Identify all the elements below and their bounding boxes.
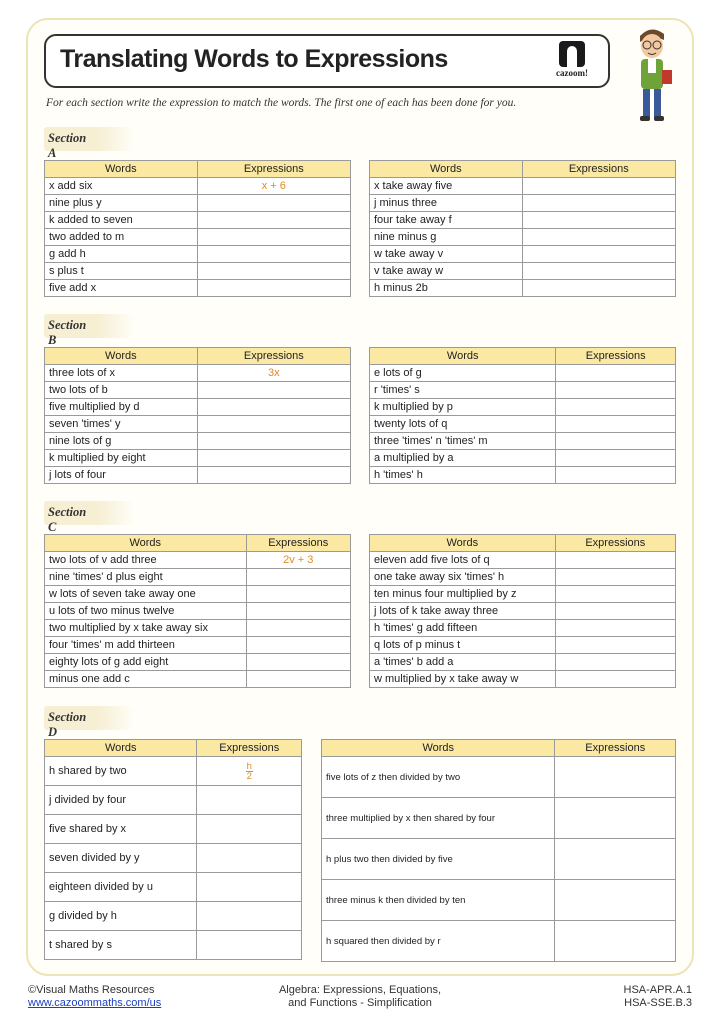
- expression-cell[interactable]: x + 6: [197, 178, 350, 195]
- copyright-text: ©Visual Maths Resources: [28, 984, 155, 996]
- words-cell: s plus t: [45, 263, 198, 280]
- table-row: [370, 365, 676, 382]
- expressions-header: Expressions: [197, 740, 302, 757]
- words-cell: u lots of two minus twelve: [45, 603, 247, 620]
- expression-cell[interactable]: [197, 433, 350, 450]
- table-row: [45, 569, 351, 586]
- table-row: [45, 280, 351, 297]
- words-cell: w take away v: [370, 246, 523, 263]
- table-row: [45, 757, 302, 786]
- words-cell: h squared then divided by r: [322, 921, 555, 962]
- table-row: [45, 195, 351, 212]
- words-cell: two multiplied by x take away six: [45, 620, 247, 637]
- words-cell: k multiplied by p: [370, 399, 556, 416]
- expression-cell[interactable]: [556, 365, 676, 382]
- table-row: [322, 798, 676, 839]
- words-header: Words: [45, 740, 197, 757]
- words-cell: four 'times' m add thirteen: [45, 637, 247, 654]
- expression-cell[interactable]: [556, 450, 676, 467]
- expression-cell[interactable]: [555, 757, 676, 798]
- words-cell: eleven add five lots of q: [370, 552, 556, 569]
- section-b-left-table: [44, 347, 351, 484]
- table-row: [370, 450, 676, 467]
- table-row: [45, 873, 302, 902]
- standard-code-2: HSA-SSE.B.3: [624, 997, 692, 1009]
- words-cell: two added to m: [45, 229, 198, 246]
- words-cell: r 'times' s: [370, 382, 556, 399]
- expression-cell[interactable]: [556, 416, 676, 433]
- words-cell: x take away five: [370, 178, 523, 195]
- expression-cell[interactable]: [555, 586, 675, 603]
- words-cell: four take away f: [370, 212, 523, 229]
- expression-cell[interactable]: [197, 757, 302, 786]
- cazoom-logo: [550, 41, 594, 83]
- words-cell: ten minus four multiplied by z: [370, 586, 556, 603]
- table-row: [45, 416, 351, 433]
- expression-cell[interactable]: [197, 382, 350, 399]
- section-a-right-table: [369, 160, 676, 297]
- fraction-denominator: 2: [246, 770, 252, 782]
- table-row: [370, 382, 676, 399]
- expression-cell[interactable]: [197, 815, 302, 844]
- words-cell: nine 'times' d plus eight: [45, 569, 247, 586]
- expression-cell[interactable]: [522, 263, 675, 280]
- table-row: [370, 212, 676, 229]
- table-row: [45, 637, 351, 654]
- table-row: [370, 229, 676, 246]
- words-cell: h 'times' h: [370, 467, 556, 484]
- title-box: [44, 34, 610, 88]
- expressions-header: Expressions: [246, 535, 350, 552]
- table-row: [370, 569, 676, 586]
- fraction-numerator: h: [246, 760, 252, 772]
- expression-cell[interactable]: [246, 603, 350, 620]
- words-cell: h minus 2b: [370, 280, 523, 297]
- table-row: [370, 671, 676, 688]
- words-cell: nine lots of g: [45, 433, 198, 450]
- words-cell: w multiplied by x take away w: [370, 671, 556, 688]
- expression-cell[interactable]: [522, 229, 675, 246]
- topic-line-1: Algebra: Expressions, Equations,: [278, 984, 442, 996]
- table-row: [370, 603, 676, 620]
- table-row: [45, 620, 351, 637]
- fraction-answer: [246, 762, 253, 781]
- expression-cell[interactable]: [197, 280, 350, 297]
- expression-cell[interactable]: [197, 931, 302, 960]
- expression-cell[interactable]: [555, 671, 675, 688]
- expression-cell[interactable]: 3x: [197, 365, 350, 382]
- table-row: [45, 586, 351, 603]
- footer-codes: [624, 984, 692, 1010]
- table-row: [45, 365, 351, 382]
- words-cell: k added to seven: [45, 212, 198, 229]
- expression-cell[interactable]: [197, 416, 350, 433]
- cazoom-logo-icon: [559, 41, 585, 67]
- words-cell: five add x: [45, 280, 198, 297]
- expressions-header: Expressions: [197, 348, 350, 365]
- words-header: Words: [45, 161, 198, 178]
- words-cell: k multiplied by eight: [45, 450, 198, 467]
- expression-cell[interactable]: [555, 654, 675, 671]
- table-row: [45, 229, 351, 246]
- page-title: Translating Words to Expressions: [60, 45, 448, 73]
- table-row: [45, 603, 351, 620]
- section-c-left-table: [44, 534, 351, 688]
- table-row: [370, 178, 676, 195]
- table-row: [322, 757, 676, 798]
- table-row: [370, 195, 676, 212]
- words-cell: eighty lots of g add eight: [45, 654, 247, 671]
- table-row: [45, 382, 351, 399]
- instructions: For each section write the expression to match the words. The first one of each has been done for you.: [46, 97, 517, 109]
- expression-cell[interactable]: [246, 637, 350, 654]
- words-cell: j minus three: [370, 195, 523, 212]
- table-row: [370, 433, 676, 450]
- section-a-left-table: [44, 160, 351, 297]
- expression-cell[interactable]: [522, 280, 675, 297]
- expressions-header: Expressions: [555, 535, 675, 552]
- words-header: Words: [322, 740, 555, 757]
- expression-cell[interactable]: [246, 569, 350, 586]
- words-cell: x add six: [45, 178, 198, 195]
- table-row: [322, 880, 676, 921]
- expression-cell[interactable]: 2v + 3: [246, 552, 350, 569]
- expression-cell[interactable]: [197, 263, 350, 280]
- table-row: [45, 671, 351, 688]
- words-cell: five shared by x: [45, 815, 197, 844]
- table-row: [45, 246, 351, 263]
- words-cell: three minus k then divided by ten: [322, 880, 555, 921]
- expression-cell[interactable]: [197, 212, 350, 229]
- expression-cell[interactable]: [246, 671, 350, 688]
- words-cell: seven 'times' y: [45, 416, 198, 433]
- expression-cell[interactable]: [556, 467, 676, 484]
- section-c-label: Section C: [44, 501, 134, 525]
- expressions-header: Expressions: [522, 161, 675, 178]
- section-d-right-table: [321, 739, 676, 962]
- words-header: Words: [370, 535, 556, 552]
- words-cell: g add h: [45, 246, 198, 263]
- expression-cell[interactable]: [197, 902, 302, 931]
- table-row: [370, 552, 676, 569]
- expression-cell[interactable]: [197, 467, 350, 484]
- words-cell: g divided by h: [45, 902, 197, 931]
- expression-cell[interactable]: [246, 654, 350, 671]
- table-row: [370, 263, 676, 280]
- section-b-label: Section B: [44, 314, 134, 338]
- words-cell: three lots of x: [45, 365, 198, 382]
- table-row: [370, 620, 676, 637]
- table-row: [45, 552, 351, 569]
- words-cell: eighteen divided by u: [45, 873, 197, 902]
- words-cell: two lots of v add three: [45, 552, 247, 569]
- standard-code-1: HSA-APR.A.1: [623, 984, 692, 996]
- words-cell: five lots of z then divided by two: [322, 757, 555, 798]
- expression-cell[interactable]: [556, 433, 676, 450]
- expressions-header: Expressions: [556, 348, 676, 365]
- expression-cell[interactable]: [197, 844, 302, 873]
- words-header: Words: [370, 348, 556, 365]
- words-cell: e lots of g: [370, 365, 556, 382]
- expression-cell[interactable]: [555, 552, 675, 569]
- words-cell: three 'times' n 'times' m: [370, 433, 556, 450]
- table-row: [370, 280, 676, 297]
- expression-cell[interactable]: [197, 786, 302, 815]
- expression-cell[interactable]: [555, 569, 675, 586]
- words-cell: j lots of four: [45, 467, 198, 484]
- table-row: [45, 844, 302, 873]
- words-cell: a multiplied by a: [370, 450, 556, 467]
- expression-cell[interactable]: [197, 873, 302, 902]
- words-cell: minus one add c: [45, 671, 247, 688]
- table-row: [45, 786, 302, 815]
- expression-cell[interactable]: [555, 798, 676, 839]
- words-cell: seven divided by y: [45, 844, 197, 873]
- table-row: [370, 654, 676, 671]
- expression-cell[interactable]: [522, 178, 675, 195]
- table-row: [370, 399, 676, 416]
- topic-line-2: and Functions - Simplification: [288, 997, 432, 1009]
- table-row: [45, 178, 351, 195]
- expression-cell[interactable]: [197, 399, 350, 416]
- section-c-right-table: [369, 534, 676, 688]
- expression-cell[interactable]: [555, 637, 675, 654]
- words-cell: q lots of p minus t: [370, 637, 556, 654]
- expression-cell[interactable]: [197, 229, 350, 246]
- words-cell: three multiplied by x then shared by four: [322, 798, 555, 839]
- expression-cell[interactable]: [555, 921, 676, 962]
- expression-cell[interactable]: [555, 620, 675, 637]
- table-row: [370, 586, 676, 603]
- words-cell: h shared by two: [45, 757, 197, 786]
- table-row: [45, 450, 351, 467]
- expression-cell[interactable]: [197, 195, 350, 212]
- expression-cell[interactable]: [246, 586, 350, 603]
- teacher-mascot-icon: [628, 26, 674, 126]
- expression-cell[interactable]: [555, 603, 675, 620]
- section-d-label: Section D: [44, 706, 134, 730]
- expressions-header: Expressions: [555, 740, 676, 757]
- expression-cell[interactable]: [522, 246, 675, 263]
- table-row: [370, 467, 676, 484]
- words-cell: v take away w: [370, 263, 523, 280]
- expression-cell[interactable]: [556, 399, 676, 416]
- table-row: [322, 839, 676, 880]
- logo-text: cazoom!: [556, 68, 588, 78]
- section-b-right-table: [369, 347, 676, 484]
- table-row: [370, 416, 676, 433]
- expressions-header: Expressions: [197, 161, 350, 178]
- expression-cell[interactable]: [555, 880, 676, 921]
- footer-topic: [0, 984, 720, 1010]
- words-cell: two lots of b: [45, 382, 198, 399]
- website-link[interactable]: www.cazoommaths.com/us: [28, 997, 162, 1009]
- table-row: [45, 212, 351, 229]
- expression-cell[interactable]: [197, 246, 350, 263]
- table-row: [45, 263, 351, 280]
- table-row: [45, 467, 351, 484]
- words-cell: nine minus g: [370, 229, 523, 246]
- expression-cell[interactable]: [246, 620, 350, 637]
- words-header: Words: [45, 535, 247, 552]
- table-row: [45, 931, 302, 960]
- words-cell: j lots of k take away three: [370, 603, 556, 620]
- words-cell: w lots of seven take away one: [45, 586, 247, 603]
- expression-cell[interactable]: [556, 382, 676, 399]
- table-row: [370, 637, 676, 654]
- words-header: Words: [45, 348, 198, 365]
- table-row: [45, 902, 302, 931]
- expression-cell[interactable]: [197, 450, 350, 467]
- table-row: [45, 815, 302, 844]
- table-row: [322, 921, 676, 962]
- table-row: [45, 654, 351, 671]
- words-cell: j divided by four: [45, 786, 197, 815]
- words-cell: nine plus y: [45, 195, 198, 212]
- words-cell: one take away six 'times' h: [370, 569, 556, 586]
- table-row: [370, 246, 676, 263]
- words-header: Words: [370, 161, 523, 178]
- expression-cell[interactable]: [522, 195, 675, 212]
- words-cell: t shared by s: [45, 931, 197, 960]
- words-cell: twenty lots of q: [370, 416, 556, 433]
- words-cell: h 'times' g add fifteen: [370, 620, 556, 637]
- table-row: [45, 433, 351, 450]
- words-cell: a 'times' b add a: [370, 654, 556, 671]
- section-d-left-table: [44, 739, 302, 960]
- expression-cell[interactable]: [522, 212, 675, 229]
- words-cell: h plus two then divided by five: [322, 839, 555, 880]
- table-row: [45, 399, 351, 416]
- words-cell: five multiplied by d: [45, 399, 198, 416]
- section-a-label: Section A: [44, 127, 134, 151]
- expression-cell[interactable]: [555, 839, 676, 880]
